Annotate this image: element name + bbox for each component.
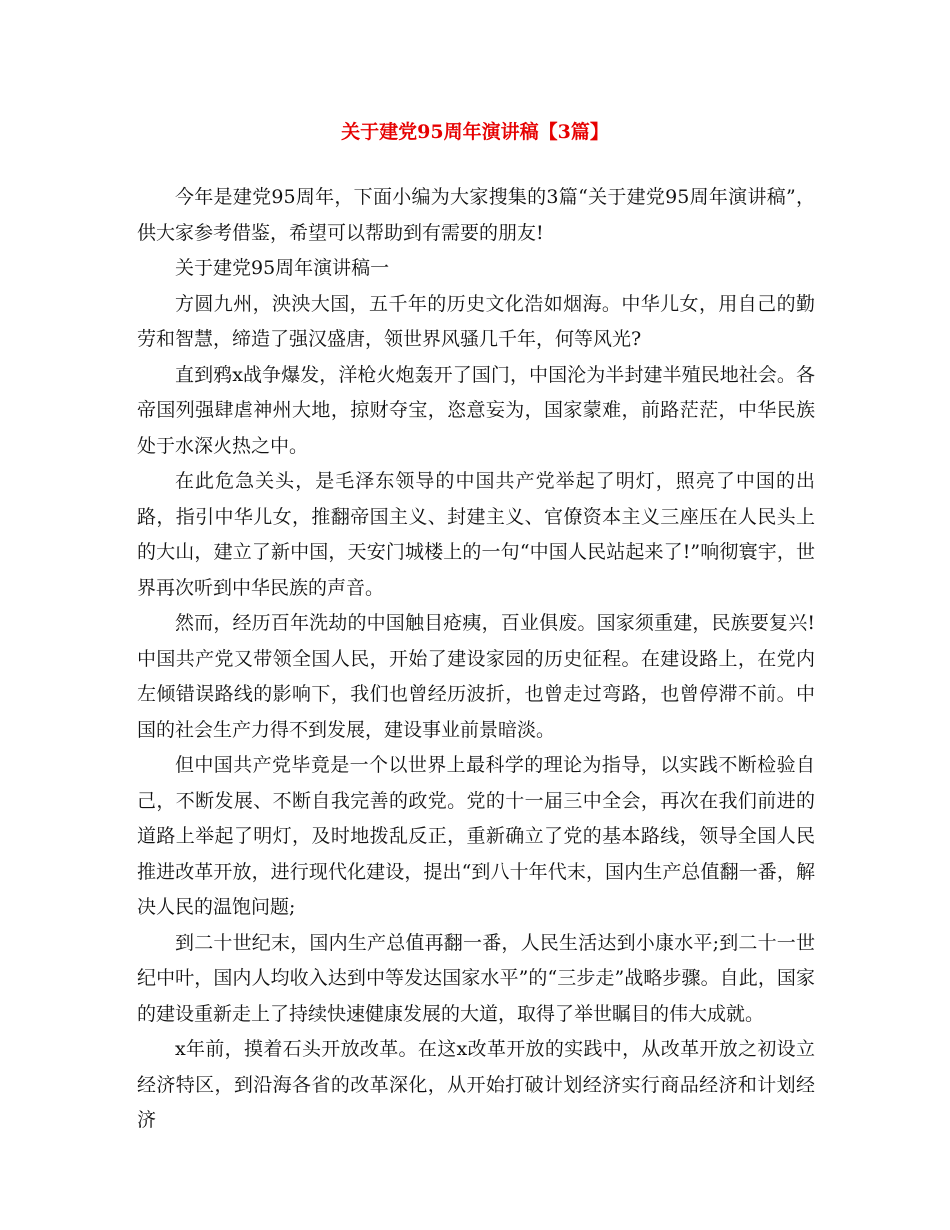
paragraph-intro: 今年是建党95周年，下面小编为大家搜集的3篇“关于建党95周年演讲稿”，供大家参考借鉴，希望可以帮助到有需要的朋友! [137,186,815,244]
paragraph: 但中国共产党毕竟是一个以世界上最科学的理论为指导，以实践不断检验自己，不断发展、不断自我完善的政党。党的十一届三中全会，再次在我们前进的道路上举起了明灯，及时地拨乱反正，重新确立了党的基本路线，领导全国人民推进改革开放，进行现代化建设，提出“到八十年代末，国内生产总值翻一番，解决人民的温饱问题; [137,754,815,918]
paragraph: 在此危急关头，是毛泽东领导的中国共产党举起了明灯，照亮了中国的出路，指引中华儿女，推翻帝国主义、封建主义、官僚资本主义三座压在人民头上的大山，建立了新中国，天安门城楼上的一句“中国人民站起来了!”响彻寰宇，世界再次听到中华民族的声音。 [137,470,815,599]
document-title: 关于建党95周年演讲稿【3篇】 [341,121,609,143]
paragraph: x年前，摸着石头开放改革。在这x改革开放的实践中，从改革开放之初设立经济特区，到沿海各省的改革深化，从开始打破计划经济实行商品经济和计划经济 [137,1038,815,1131]
paragraph: 方圆九州，泱泱大国，五千年的历史文化浩如烟海。中华儿女，用自己的勤劳和智慧，缔造了强汉盛唐，领世界风骚几千年，何等风光? [137,292,815,350]
paragraph: 到二十世纪末，国内生产总值再翻一番，人民生活达到小康水平;到二十一世纪中叶，国内人均收入达到中等发达国家水平”的“三步走”战略步骤。自此，国家的建设重新走上了持续快速健康发展的大道，取得了举世瞩目的伟大成就。 [137,931,815,1025]
paragraph: 直到鸦x战争爆发，洋枪火炮轰开了国门，中国沦为半封建半殖民地社会。各帝国列强肆虐神州大地，掠财夺宝，恣意妄为，国家蒙难，前路茫茫，中华民族处于水深火热之中。 [137,363,815,457]
section-heading-speech-1: 关于建党95周年演讲稿一 [175,257,390,279]
document-body [137,180,815,1139]
paragraph: 然而，经历百年洗劫的中国触目疮痍，百业俱废。国家须重建，民族要复兴!中国共产党又带领全国人民，开始了建设家园的历史征程。在建设路上，在党内左倾错误路线的影响下，我们也曾经历波折，也曾走过弯路，也曾停滞不前。中国的社会生产力得不到发展，建设事业前景暗淡。 [137,612,815,741]
